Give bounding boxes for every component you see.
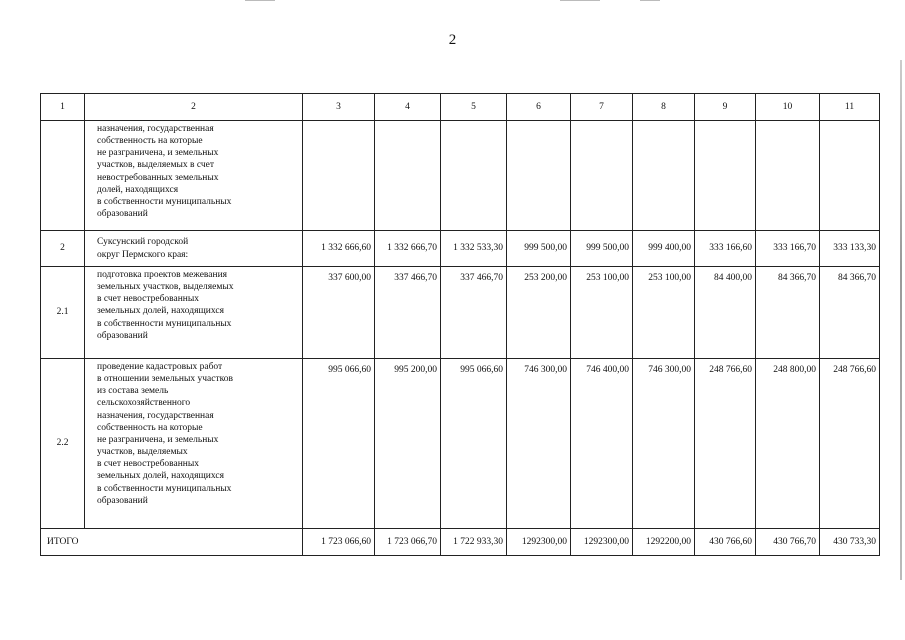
budget-table [40,93,880,556]
total-value: 430 733,30 [820,529,880,556]
total-value: 1 723 066,70 [375,529,441,556]
cell-value: 999 500,00 [571,231,633,267]
cell-value: 84 366,70 [756,267,820,359]
row-number [41,121,85,231]
row-number: 2.1 [41,267,85,359]
column-header: 10 [756,94,820,121]
cell-value: 248 766,60 [695,359,756,529]
cell-value: 999 500,00 [507,231,571,267]
cell-value: 1 332 666,60 [303,231,375,267]
column-header: 2 [85,94,303,121]
total-value: 1 722 933,30 [441,529,507,556]
cell-value [571,121,633,231]
total-value: 1 723 066,60 [303,529,375,556]
column-header: 6 [507,94,571,121]
column-header: 3 [303,94,375,121]
row-description: проведение кадастровых работ в отношении земельных участков из состава земель сельскохозяйственного назначения, государственная собственность на которые не разграничена, и земельных участков, выделяемых в счет невостребованных земельных долей, находящихся в собственности муниципальных образований [85,359,303,529]
cell-value: 84 400,00 [695,267,756,359]
cell-value: 337 600,00 [303,267,375,359]
cell-value [507,121,571,231]
scan-mark [640,0,660,1]
total-value: 1292300,00 [507,529,571,556]
total-value: 1292200,00 [633,529,695,556]
cell-value: 253 100,00 [571,267,633,359]
column-header: 8 [633,94,695,121]
column-header: 11 [820,94,880,121]
total-value: 1292300,00 [571,529,633,556]
cell-value: 746 300,00 [507,359,571,529]
cell-value: 333 166,70 [756,231,820,267]
scan-mark [560,0,600,1]
table-row [41,231,880,267]
cell-value [441,121,507,231]
cell-value: 253 100,00 [633,267,695,359]
cell-value: 746 400,00 [571,359,633,529]
column-header: 5 [441,94,507,121]
cell-value: 337 466,70 [375,267,441,359]
cell-value: 995 200,00 [375,359,441,529]
cell-value: 84 366,70 [820,267,880,359]
scan-edge [900,60,902,580]
cell-value: 253 200,00 [507,267,571,359]
cell-value [375,121,441,231]
cell-value: 248 766,60 [820,359,880,529]
table-row [41,359,880,529]
cell-value [633,121,695,231]
header-row [41,94,880,121]
cell-value [695,121,756,231]
cell-value: 333 166,60 [695,231,756,267]
cell-value [303,121,375,231]
cell-value: 333 133,30 [820,231,880,267]
cell-value: 995 066,60 [303,359,375,529]
table-row [41,121,880,231]
scan-mark [245,0,275,1]
cell-value: 1 332 533,30 [441,231,507,267]
cell-value: 1 332 666,70 [375,231,441,267]
total-row [41,529,880,556]
cell-value [756,121,820,231]
cell-value: 999 400,00 [633,231,695,267]
column-header: 4 [375,94,441,121]
cell-value: 995 066,60 [441,359,507,529]
row-description: назначения, государственная собственность на которые не разграничена, и земельных участков, выделяемых в счет невостребованных земельных долей, находящихся в собственности муниципальных образований [85,121,303,231]
table-row [41,267,880,359]
total-label: ИТОГО [41,529,303,556]
row-description: подготовка проектов межевания земельных участков, выделяемых в счет невостребованных земельных долей, находящихся в собственности муниципальных образований [85,267,303,359]
cell-value: 337 466,70 [441,267,507,359]
column-header: 9 [695,94,756,121]
page-number: 2 [448,32,457,48]
column-header: 1 [41,94,85,121]
cell-value [820,121,880,231]
row-number: 2.2 [41,359,85,529]
row-description: Суксунский городской округ Пермского края: [85,231,303,267]
row-number: 2 [41,231,85,267]
column-header: 7 [571,94,633,121]
cell-value: 248 800,00 [756,359,820,529]
total-value: 430 766,60 [695,529,756,556]
total-value: 430 766,70 [756,529,820,556]
cell-value: 746 300,00 [633,359,695,529]
